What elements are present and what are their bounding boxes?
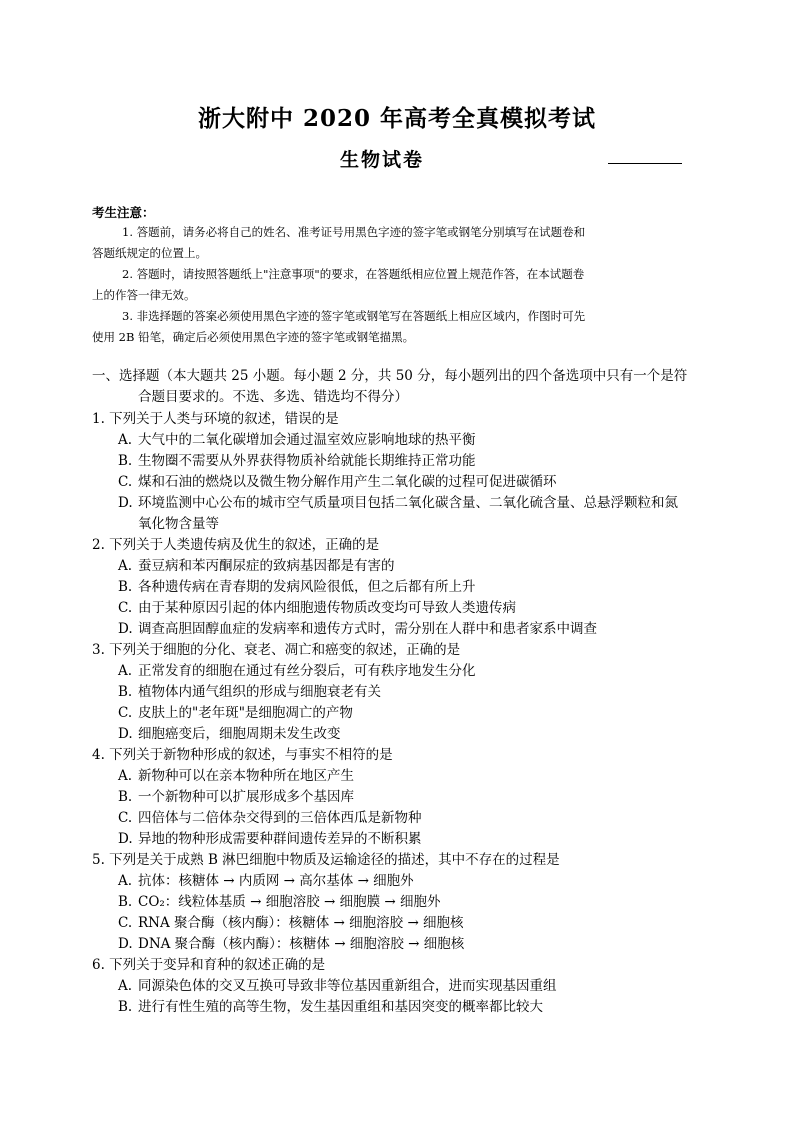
section-heading: 一、选择题（本大题共 25 小题。每小题 2 分，共 50 分，每小题列出的四个备选项中只有一个是符 合题目要求的。不选、多选、错选均不得分）: [92, 368, 688, 405]
question-stem: 6. 下列关于变异和育种的叙述正确的是: [92, 957, 326, 973]
option-d: D. 环境监测中心公布的城市空气质量项目包括二氧化碳含量、二氧化硫含量、总悬浮颗粒和氮 氧化物含量等: [118, 495, 678, 532]
option-b: B. CO₂：线粒体基质 → 细胞溶胶 → 细胞膜 → 细胞外: [118, 894, 441, 910]
option-b: B. 进行有性生殖的高等生物，发生基因重组和基因突变的概率都比较大: [118, 999, 543, 1015]
question-5: [92, 850, 702, 955]
subtitle-row: [0, 145, 794, 175]
option-b: B. 各种遗传病在青春期的发病风险很低，但之后都有所上升: [118, 579, 476, 595]
option-c: C. 煤和石油的燃烧以及微生物分解作用产生二氧化碳的过程可促进碳循环: [118, 474, 557, 490]
option-c: C. 四倍体与二倍体杂交得到的三倍体西瓜是新物种: [118, 810, 422, 826]
option-c: C. 由于某种原因引起的体内细胞遗传物质改变均可导致人类遗传病: [118, 600, 516, 616]
page-subtitle: 生物试卷: [340, 149, 425, 171]
notice-item-1: 1. 答题前，请务必将自己的姓名、准考证号用黑色字迹的签字笔或钢笔分别填写在试题卷和 答题纸规定的位置上。: [92, 225, 586, 260]
question-6: [92, 955, 702, 1018]
option-d: D. DNA 聚合酶（核内酶）：核糖体 → 细胞溶胶 → 细胞核: [118, 936, 465, 952]
option-a: A. 大气中的二氧化碳增加会通过温室效应影响地球的热平衡: [118, 432, 476, 448]
option-a: A. 抗体：核糖体 → 内质网 → 高尔基体 → 细胞外: [118, 873, 414, 889]
question-2: [92, 535, 702, 640]
option-d: D. 细胞癌变后，细胞周期未发生改变: [118, 726, 341, 742]
question-stem: 4. 下列关于新物种形成的叙述，与事实不相符的是: [92, 747, 393, 763]
option-b: B. 一个新物种可以扩展形成多个基因库: [118, 789, 354, 805]
question-4: [92, 745, 702, 850]
page-title: 浙大附中 2020 年高考全真模拟考试: [197, 105, 597, 132]
name-blank-line: [608, 163, 682, 164]
option-d: D. 调查高胆固醇血症的发病率和遗传方式时，需分别在人群中和患者家系中调查: [118, 621, 597, 637]
question-list: [92, 409, 702, 1018]
question-stem: 2. 下列关于人类遗传病及优生的叙述，正确的是: [92, 537, 380, 553]
option-a: A. 同源染色体的交叉互换可导致非等位基因重新组合，进而实现基因重组: [118, 978, 557, 994]
option-b: B. 植物体内通气组织的形成与细胞衰老有关: [118, 684, 381, 700]
option-a: A. 正常发育的细胞在通过有丝分裂后，可有秩序地发生分化: [118, 663, 476, 679]
option-d: D. 异地的物种形成需要种群间遗传差异的不断积累: [118, 831, 422, 847]
option-c: C. RNA 聚合酶（核内酶）：核糖体 → 细胞溶胶 → 细胞核: [118, 915, 464, 931]
question-stem: 1. 下列关于人类与环境的叙述，错误的是: [92, 411, 339, 427]
option-c: C. 皮肤上的"老年斑"是细胞凋亡的产物: [118, 705, 353, 721]
notice-heading: 考生注意：: [92, 205, 155, 220]
question-1: [92, 409, 702, 535]
question-stem: 5. 下列是关于成熟 B 淋巴细胞中物质及运输途径的描述，其中不存在的过程是: [92, 852, 560, 868]
question-stem: 3. 下列关于细胞的分化、衰老、凋亡和癌变的叙述，正确的是: [92, 642, 461, 658]
question-3: [92, 640, 702, 745]
option-a: A. 新物种可以在亲本物种所在地区产生: [118, 768, 354, 784]
notice-item-3: 3. 非选择题的答案必须使用黑色字迹的签字笔或钢笔写在答题纸上相应区域内，作图时可先 使用 2B 铅笔，确定后必须使用黑色字迹的签字笔或钢笔描黑。: [92, 309, 586, 344]
option-b: B. 生物圈不需要从外界获得物质补给就能长期维持正常功能: [118, 453, 476, 469]
notice-item-2: 2. 答题时，请按照答题纸上"注意事项"的要求，在答题纸相应位置上规范作答，在本试题卷 上的作答一律无效。: [92, 267, 585, 302]
option-a: A. 蚕豆病和苯丙酮尿症的致病基因都是有害的: [118, 558, 395, 574]
